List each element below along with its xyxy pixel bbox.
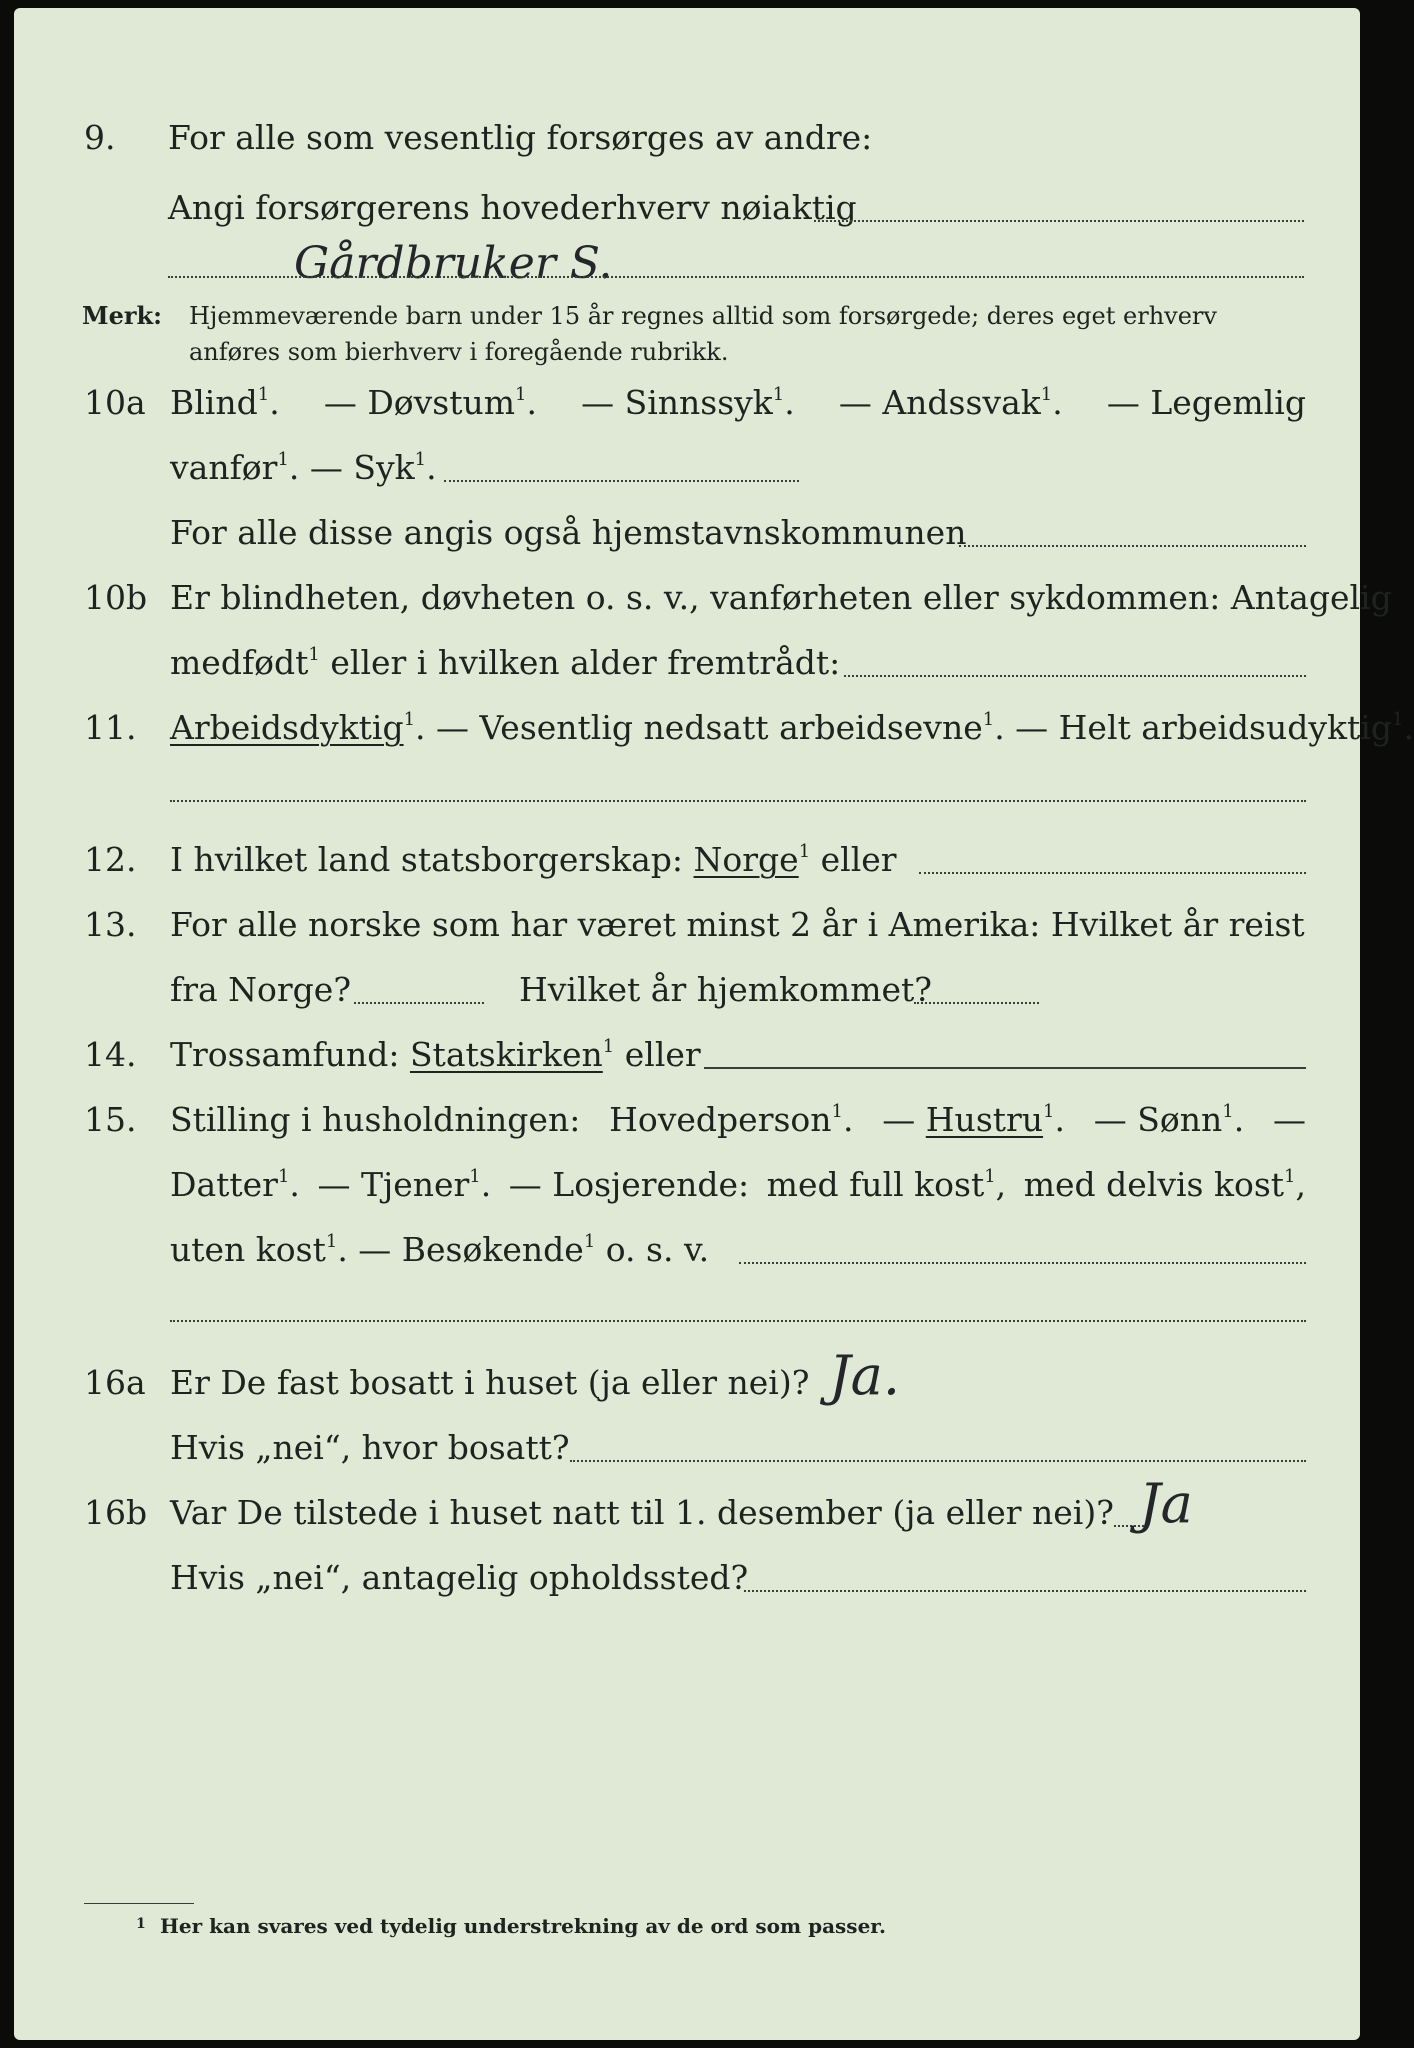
q10b-line2: medfødt$^1$ eller i hvilken alder fremtrådt: <box>170 643 841 682</box>
q13-number: 13. <box>84 905 137 944</box>
q15-line3: uten kost$^1$. — Besøkende$^1$ o. s. v. <box>170 1230 710 1269</box>
q11-line: Arbeidsdyktig$^1$. — Vesentlig nedsatt arbeidsevne$^1$. — Helt arbeidsudyktig$^1$. <box>170 708 1414 747</box>
q16b-number: 16b <box>84 1493 148 1532</box>
q10a-line3: For alle disse angis også hjemstavnskommunen <box>170 513 967 552</box>
q10a-blind: Blind$^1$. <box>170 383 280 422</box>
q10a-number: 10a <box>84 383 146 422</box>
census-form-page <box>14 8 1414 2040</box>
q12-number: 12. <box>84 840 137 879</box>
q15-line2: Datter$^1$. — Tjener$^1$. — Losjerende: med full kost$^1$, med delvis kost$^1$, <box>170 1165 1306 1204</box>
q12-norge-underlined: Norge <box>693 840 799 879</box>
q13-line1: For alle norske som har været minst 2 år i Amerika: Hvilket år reist <box>170 905 1305 944</box>
q14-line: Trossamfund: Statskirken$^1$ eller <box>170 1035 701 1074</box>
q10a-legemlig: — Legemlig <box>1106 383 1306 422</box>
q10a-line2: vanfør$^1$. — Syk$^1$. <box>170 448 437 487</box>
q9-line2: Angi forsørgerens hovederhverv nøiaktig <box>168 188 857 227</box>
q13-hjemkommet-line <box>914 1002 1039 1004</box>
q13-line2b: Hvilket år hjemkommet? <box>519 970 932 1009</box>
q16b-opholdssted-line <box>744 1590 1306 1592</box>
q10a-line1 <box>170 383 1306 423</box>
footnote-mark: 1 <box>136 1916 146 1932</box>
q12-answer-line <box>919 872 1306 874</box>
q11-number: 11. <box>84 708 137 747</box>
q16a-handwritten-answer: Ja. <box>829 1344 901 1407</box>
merk-label: Merk: <box>82 301 162 330</box>
q14-answer-line <box>704 1067 1306 1069</box>
q15-number: 15. <box>84 1100 137 1139</box>
q15-answer-line <box>739 1262 1306 1264</box>
q10b-alder-line <box>844 675 1306 677</box>
q10a-dovstum: — Døvstum$^1$. <box>323 383 537 422</box>
q10a-sinnssyk: — Sinnssyk$^1$. <box>581 383 795 422</box>
q11-answer-line <box>170 800 1306 802</box>
q14-number: 14. <box>84 1035 137 1074</box>
q11-arbeidsdyktig-underlined: Arbeidsdyktig <box>170 708 404 747</box>
q15-hustru-underlined: Hustru <box>925 1100 1044 1139</box>
q16a-line1: Er De fast bosatt i huset (ja eller nei)? <box>170 1363 810 1402</box>
q9-line1: For alle som vesentlig forsørges av andre: <box>168 118 873 157</box>
q13-reist-line <box>354 1002 484 1004</box>
q15-line1: Stilling i husholdningen: Hovedperson$^1$. — Hustru$^1$. — Sønn$^1$. — <box>170 1100 1306 1139</box>
q16a-number: 16a <box>84 1363 146 1402</box>
q16a-line2: Hvis „nei“, hvor bosatt? <box>170 1428 570 1467</box>
q15-extra-line <box>170 1320 1306 1322</box>
q13-line2a: fra Norge? <box>170 970 352 1009</box>
q16b-handwritten-answer: Ja <box>1139 1472 1193 1535</box>
q16a-bosatt-line <box>570 1460 1306 1462</box>
q10a-kommune-line <box>959 545 1306 547</box>
merk-line2: anføres som bierhverv i foregående rubrikk. <box>189 338 729 366</box>
q9-answer-line-2 <box>168 276 1304 278</box>
footnote-text: Her kan svares ved tydelig understrekning av de ord som passer. <box>160 1914 886 1938</box>
q10b-line1: Er blindheten, døvheten o. s. v., vanførheten eller sykdommen: Antagelig <box>170 578 1392 617</box>
q9-handwritten-answer: Gårdbruker S. <box>294 238 613 289</box>
footnote-rule <box>84 1903 194 1904</box>
q12-line: I hvilket land statsborgerskap: Norge$^1$ eller <box>170 840 897 879</box>
q14-statskirken-underlined: Statskirken <box>409 1035 603 1074</box>
q9-number: 9. <box>84 118 116 157</box>
q16b-line2: Hvis „nei“, antagelig opholdssted? <box>170 1558 749 1597</box>
q9-answer-line-1 <box>814 220 1304 222</box>
q10b-number: 10b <box>84 578 148 617</box>
q10a-syk-line <box>444 480 799 482</box>
q16b-line1: Var De tilstede i huset natt til 1. desember (ja eller nei)? <box>170 1493 1114 1532</box>
q10a-andssvak: — Andssvak$^1$. <box>838 383 1063 422</box>
merk-line1: Hjemmeværende barn under 15 år regnes alltid som forsørgede; deres eget erhverv <box>189 302 1217 330</box>
